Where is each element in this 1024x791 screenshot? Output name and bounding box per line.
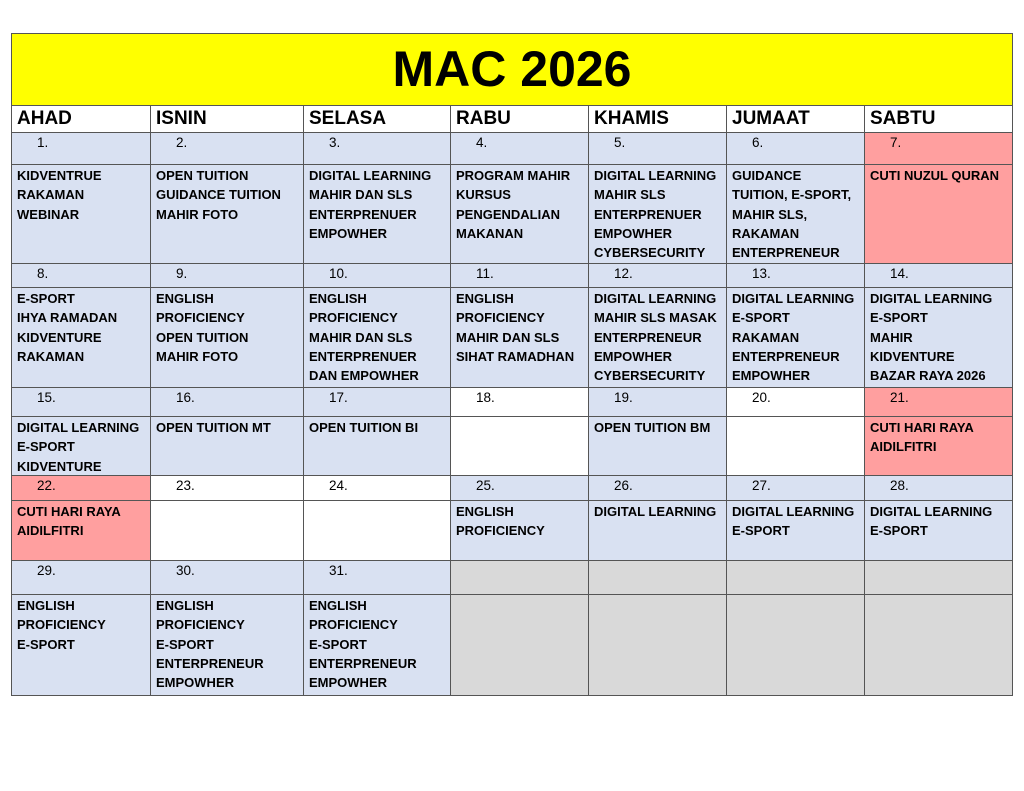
outside-month-cell bbox=[726, 594, 864, 696]
grid-line bbox=[11, 287, 1013, 288]
grid-line bbox=[450, 105, 451, 696]
date-number: 24. bbox=[303, 475, 450, 500]
activity-cell: OPEN TUITION BI bbox=[303, 416, 450, 475]
grid-line bbox=[11, 695, 1013, 696]
activity-cell: ENGLISH PROFICIENCY E-SPORT bbox=[11, 594, 150, 696]
activity-cell: DIGITAL LEARNING E-SPORT bbox=[726, 500, 864, 560]
date-number: 30. bbox=[150, 560, 303, 594]
grid-line bbox=[11, 263, 1013, 264]
grid-line bbox=[588, 105, 589, 696]
date-number: 26. bbox=[588, 475, 726, 500]
activity-cell: DIGITAL LEARNING E-SPORT bbox=[864, 500, 1013, 560]
activity-cell: ENGLISH PROFICIENCY MAHIR DAN SLS ENTERPRENUER DAN EMPOWHER bbox=[303, 287, 450, 387]
grid-line bbox=[11, 594, 1013, 595]
grid-line bbox=[11, 105, 1013, 106]
outside-month-cell bbox=[450, 560, 588, 594]
grid-line bbox=[1012, 33, 1013, 696]
activity-cell: DIGITAL LEARNING MAHIR SLS MASAK ENTERPRENEUR EMPOWHER CYBERSECURITY bbox=[588, 287, 726, 387]
holiday-cell: CUTI HARI RAYA AIDILFITRI bbox=[11, 500, 150, 560]
outside-month-cell bbox=[588, 560, 726, 594]
outside-month-cell bbox=[864, 560, 1013, 594]
outside-month-cell bbox=[864, 594, 1013, 696]
date-number: 9. bbox=[150, 263, 303, 287]
date-number: 7. bbox=[864, 132, 1013, 164]
date-number: 23. bbox=[150, 475, 303, 500]
date-number: 22. bbox=[11, 475, 150, 500]
date-number: 5. bbox=[588, 132, 726, 164]
grid-line bbox=[11, 164, 1013, 165]
day-header: JUMAAT bbox=[726, 105, 864, 132]
activity-cell bbox=[450, 416, 588, 475]
date-number: 13. bbox=[726, 263, 864, 287]
holiday-cell: CUTI NUZUL QURAN bbox=[864, 164, 1013, 263]
grid-line bbox=[11, 560, 1013, 561]
day-header: SELASA bbox=[303, 105, 450, 132]
date-number: 16. bbox=[150, 387, 303, 416]
grid-line bbox=[864, 105, 865, 696]
activity-cell: DIGITAL LEARNING E-SPORT KIDVENTURE bbox=[11, 416, 150, 475]
activity-cell: DIGITAL LEARNING E-SPORT MAHIR KIDVENTURE BAZAR RAYA 2026 bbox=[864, 287, 1013, 387]
activity-cell: OPEN TUITION GUIDANCE TUITION MAHIR FOTO bbox=[150, 164, 303, 263]
grid-line bbox=[150, 105, 151, 696]
date-number: 20. bbox=[726, 387, 864, 416]
grid-line bbox=[11, 475, 1013, 476]
activity-cell: OPEN TUITION MT bbox=[150, 416, 303, 475]
activity-cell: ENGLISH PROFICIENCY MAHIR DAN SLS SIHAT RAMADHAN bbox=[450, 287, 588, 387]
grid-line bbox=[11, 33, 12, 696]
date-number: 21. bbox=[864, 387, 1013, 416]
grid-line bbox=[11, 33, 1013, 34]
activity-cell bbox=[726, 416, 864, 475]
activity-cell: ENGLISH PROFICIENCY bbox=[450, 500, 588, 560]
activity-cell: DIGITAL LEARNING MAHIR DAN SLS ENTERPRENUER EMPOWHER bbox=[303, 164, 450, 263]
day-header: KHAMIS bbox=[588, 105, 726, 132]
activity-cell: DIGITAL LEARNING E-SPORT RAKAMAN ENTERPRENEUR EMPOWHER bbox=[726, 287, 864, 387]
date-number: 25. bbox=[450, 475, 588, 500]
date-number: 3. bbox=[303, 132, 450, 164]
date-number: 4. bbox=[450, 132, 588, 164]
activity-cell: ENGLISH PROFICIENCY E-SPORT ENTERPRENEUR EMPOWHER bbox=[150, 594, 303, 696]
calendar-title: MAC 2026 bbox=[11, 33, 1013, 105]
grid-line bbox=[303, 105, 304, 696]
day-header: ISNIN bbox=[150, 105, 303, 132]
date-number: 10. bbox=[303, 263, 450, 287]
activity-cell: E-SPORT IHYA RAMADAN KIDVENTURE RAKAMAN bbox=[11, 287, 150, 387]
date-number: 8. bbox=[11, 263, 150, 287]
day-header: AHAD bbox=[11, 105, 150, 132]
grid-line bbox=[11, 387, 1013, 388]
activity-cell: OPEN TUITION BM bbox=[588, 416, 726, 475]
activity-cell: ENGLISH PROFICIENCY E-SPORT ENTERPRENEUR EMPOWHER bbox=[303, 594, 450, 696]
date-number: 1. bbox=[11, 132, 150, 164]
date-number: 14. bbox=[864, 263, 1013, 287]
date-number: 12. bbox=[588, 263, 726, 287]
date-number: 17. bbox=[303, 387, 450, 416]
outside-month-cell bbox=[588, 594, 726, 696]
activity-cell: DIGITAL LEARNING bbox=[588, 500, 726, 560]
grid-line bbox=[11, 132, 1013, 133]
day-header: SABTU bbox=[864, 105, 1013, 132]
grid-line bbox=[11, 500, 1013, 501]
outside-month-cell bbox=[726, 560, 864, 594]
grid-line bbox=[11, 416, 1013, 417]
date-number: 11. bbox=[450, 263, 588, 287]
activity-cell: GUIDANCE TUITION, E-SPORT, MAHIR SLS, RAKAMAN ENTERPRENEUR bbox=[726, 164, 864, 263]
activity-cell bbox=[303, 500, 450, 560]
date-number: 15. bbox=[11, 387, 150, 416]
date-number: 19. bbox=[588, 387, 726, 416]
holiday-cell: CUTI HARI RAYA AIDILFITRI bbox=[864, 416, 1013, 475]
date-number: 31. bbox=[303, 560, 450, 594]
date-number: 27. bbox=[726, 475, 864, 500]
activity-cell: KIDVENTRUE RAKAMAN WEBINAR bbox=[11, 164, 150, 263]
date-number: 28. bbox=[864, 475, 1013, 500]
outside-month-cell bbox=[450, 594, 588, 696]
date-number: 6. bbox=[726, 132, 864, 164]
date-number: 29. bbox=[11, 560, 150, 594]
day-header: RABU bbox=[450, 105, 588, 132]
calendar-table bbox=[11, 33, 1013, 698]
date-number: 18. bbox=[450, 387, 588, 416]
activity-cell: PROGRAM MAHIR KURSUS PENGENDALIAN MAKANAN bbox=[450, 164, 588, 263]
activity-cell: DIGITAL LEARNING MAHIR SLS ENTERPRENUER EMPOWHER CYBERSECURITY bbox=[588, 164, 726, 263]
activity-cell bbox=[150, 500, 303, 560]
grid-line bbox=[726, 105, 727, 696]
activity-cell: ENGLISH PROFICIENCY OPEN TUITION MAHIR FOTO bbox=[150, 287, 303, 387]
date-number: 2. bbox=[150, 132, 303, 164]
